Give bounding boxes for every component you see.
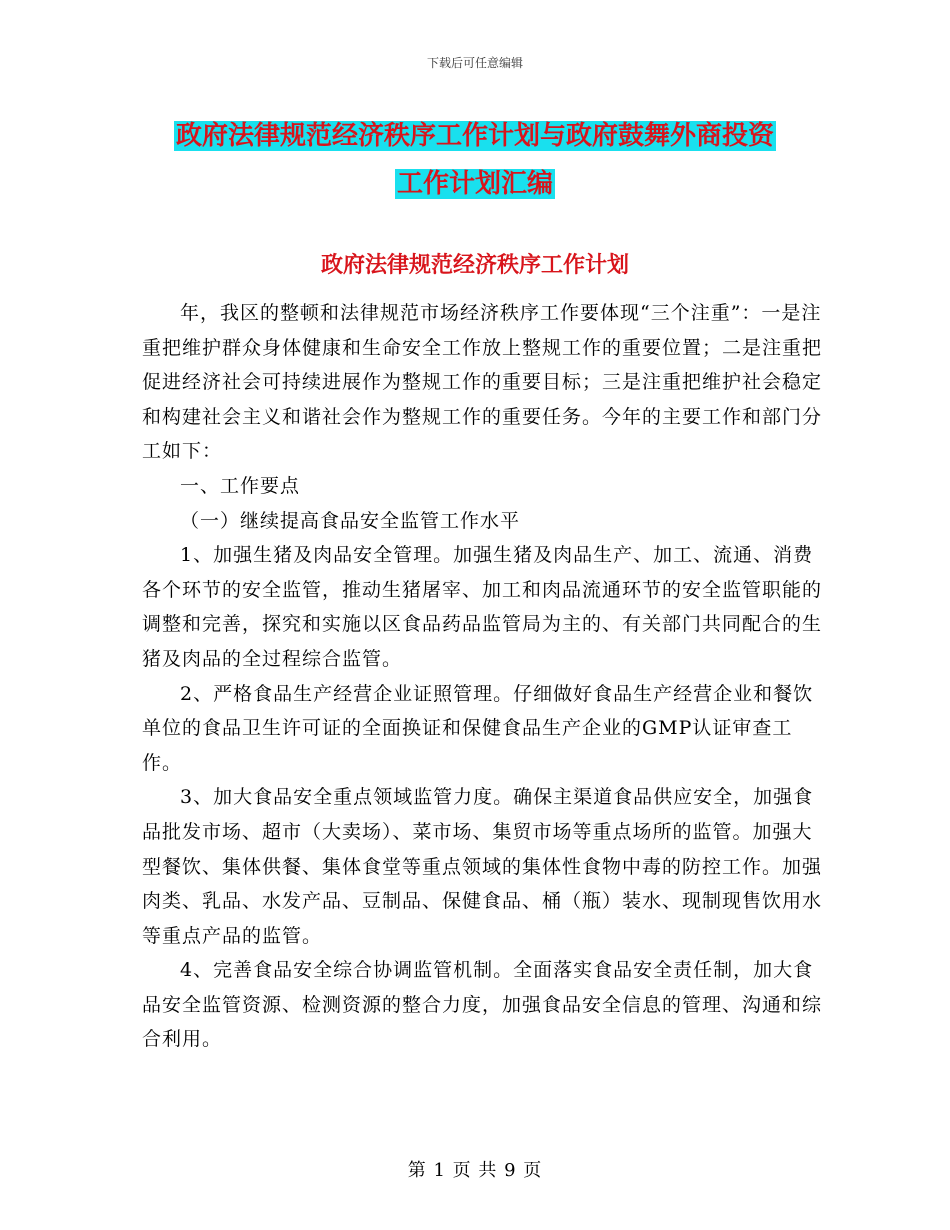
title-highlight-2: 工作计划汇编: [396, 169, 553, 199]
paragraph-intro: 年，我区的整顿和法律规范市场经济秩序工作要体现“三个注重”：一是注重把维护群众身体健康和生命安全工作放上整规工作的重要位置；二是注重把促进经济社会可持续进展作为整规工作的重要目标；三是注重把维护社会稳定和构建社会主义和谐社会作为整规工作的重要任务。今年的主要工作和部门分工如下：: [142, 302, 823, 463]
paragraph-item-2: 2、严格食品生产经营企业证照管理。仔细做好食品生产经营企业和餐饮单位的食品卫生许可证的全面换证和保健食品生产企业的GMP认证审查工作。: [142, 682, 814, 774]
paragraph-subheading-food-safety: （一）继续提高食品安全监管工作水平: [180, 509, 521, 532]
paragraph-item-1: 1、加强生猪及肉品安全管理。加强生猪及肉品生产、加工、流通、消费各个环节的安全监管，推动生猪屠宰、加工和肉品流通环节的安全监管职能的调整和完善，探究和实施以区食品药品监管局为主的、有关部门共同配合的生猪及肉品的全过程综合监管。: [142, 544, 823, 670]
paragraph-item-4: 4、完善食品安全综合协调监管机制。全面落实食品安全责任制，加大食品安全监管资源、检测资源的整合力度，加强食品安全信息的管理、沟通和综合利用。: [142, 959, 823, 1051]
document-title-line-2: [0, 160, 950, 208]
body-content: [142, 296, 822, 1057]
section-heading: 政府法律规范经济秩序工作计划: [320, 252, 629, 278]
title-highlight-1: 政府法律规范经济秩序工作计划与政府鼓舞外商投资: [175, 121, 774, 151]
page-number: 第 1 页 共 9 页: [407, 1160, 543, 1181]
paragraph-heading-work-points: 一、工作要点: [180, 474, 301, 497]
document-title-line-1: [0, 112, 950, 160]
paragraph-item-3: 3、加大食品安全重点领域监管力度。确保主渠道食品供应安全，加强食品批发市场、超市（大卖场）、菜市场、集贸市场等重点场所的监管。加强大型餐饮、集体供餐、集体食堂等重点领域的集体性食物中毒的防控工作。加强肉类、乳品、水发产品、豆制品、保健食品、桶（瓶）装水、现制现售饮用水等重点产品的监管。: [142, 786, 823, 947]
page-header-note: 下载后可任意编辑: [426, 56, 523, 70]
document-title: [0, 112, 950, 208]
